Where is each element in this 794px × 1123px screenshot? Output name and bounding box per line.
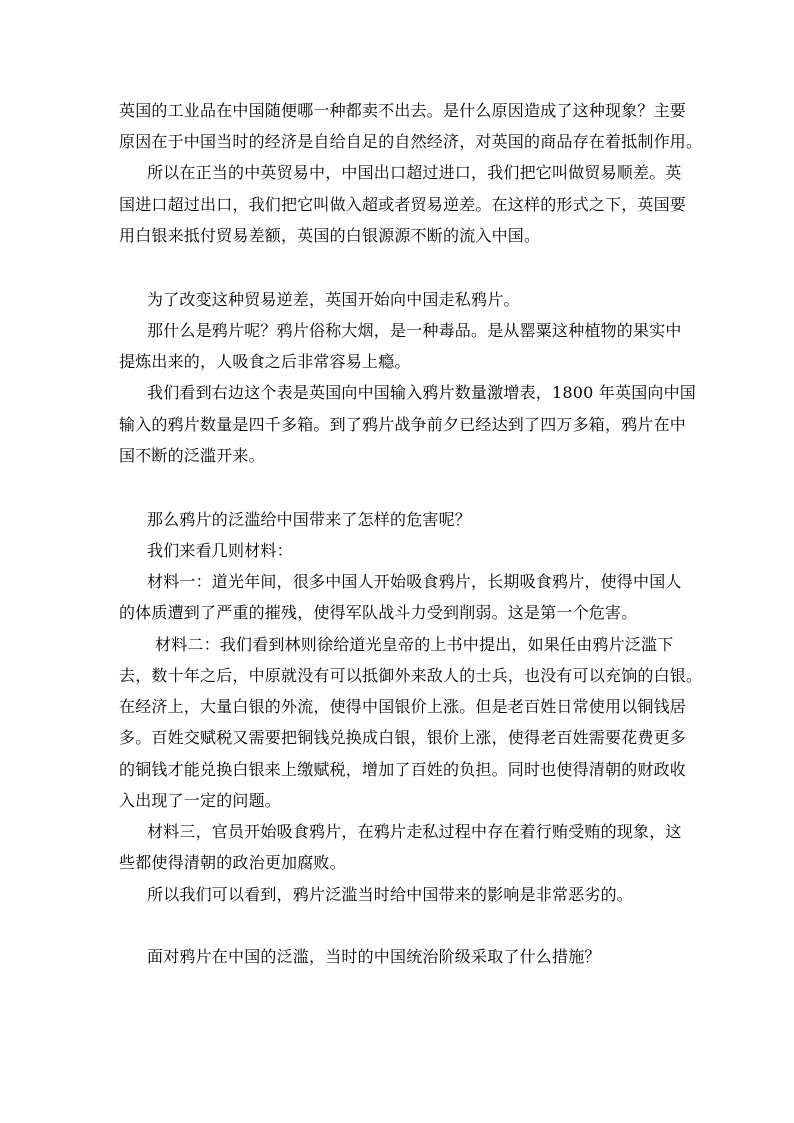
text-line-24: 所以我们可以看到，鸦片泛滥当时给中国带来的影响是非常恶劣的。 <box>147 885 634 904</box>
text-line-11: 国不断的泛滥开来。 <box>119 446 265 465</box>
text-line-23: 些都使得清朝的政治更加腐败。 <box>119 853 346 872</box>
text-line-5: 用白银来抵付贸易差额，英国的白银源源不断的流入中国。 <box>119 226 541 245</box>
text-line-8: 提炼出来的，人吸食之后非常容易上瘾。 <box>119 352 411 371</box>
text-line-17: 去，数十年之后，中原就没有可以抵御外来敌人的士兵，也没有可以充饷的白银。 <box>119 666 703 685</box>
text-line-6: 为了改变这种贸易逆差，英国开始向中国走私鸦片。 <box>147 290 520 309</box>
text-line-1: 英国的工业品在中国随便哪一种都卖不出去。是什么原因造成了这种现象？主要 <box>119 101 687 120</box>
text-line-13: 我们来看几则材料： <box>147 541 293 560</box>
text-line-12: 那么鸦片的泛滥给中国带来了怎样的危害呢？ <box>147 510 472 529</box>
text-line-14: 材料一：道光年间，很多中国人开始吸食鸦片，长期吸食鸦片，使得中国人 <box>147 572 682 591</box>
text-line-7: 那什么是鸦片呢？鸦片俗称大烟，是一种毒品。是从罂粟这种植物的果实中 <box>147 321 682 340</box>
text-line-16: 材料二：我们看到林则徐给道光皇帝的上书中提出，如果任由鸦片泛滥下 <box>155 635 674 654</box>
text-line-2: 原因在于中国当时的经济是自给自足的自然经济，对英国的商品存在着抵制作用。 <box>119 132 703 151</box>
text-line-21: 入出现了一定的问题。 <box>119 791 282 810</box>
text-line-10: 输入的鸦片数量是四千多箱。到了鸦片战争前夕已经达到了四万多箱，鸦片在中 <box>119 415 687 434</box>
text-line-4: 国进口超过出口，我们把它叫做入超或者贸易逆差。在这样的形式之下，英国要 <box>119 195 687 214</box>
text-line-22: 材料三，官员开始吸食鸦片，在鸦片走私过程中存在着行贿受贿的现象，这 <box>147 822 682 841</box>
text-line-3: 所以在正当的中英贸易中，中国出口超过进口，我们把它叫做贸易顺差。英 <box>147 163 682 182</box>
text-line-15: 的体质遭到了严重的摧残，使得军队战斗力受到削弱。这是第一个危害。 <box>119 603 638 622</box>
text-line-20: 的铜钱才能兑换白银来上缴赋税，增加了百姓的负担。同时也使得清朝的财政收 <box>119 760 687 779</box>
text-line-25: 面对鸦片在中国的泛滥，当时的中国统治阶级采取了什么措施？ <box>147 947 601 966</box>
text-line-9: 我们看到右边这个表是英国向中国输入鸦片数量激增表，1800 年英国向中国 <box>147 383 697 402</box>
text-line-19: 多。百姓交赋税又需要把铜钱兑换成白银，银价上涨，使得老百姓需要花费更多 <box>119 728 687 747</box>
text-line-18: 在经济上，大量白银的外流，使得中国银价上涨。但是老百姓日常使用以铜钱居 <box>119 697 687 716</box>
